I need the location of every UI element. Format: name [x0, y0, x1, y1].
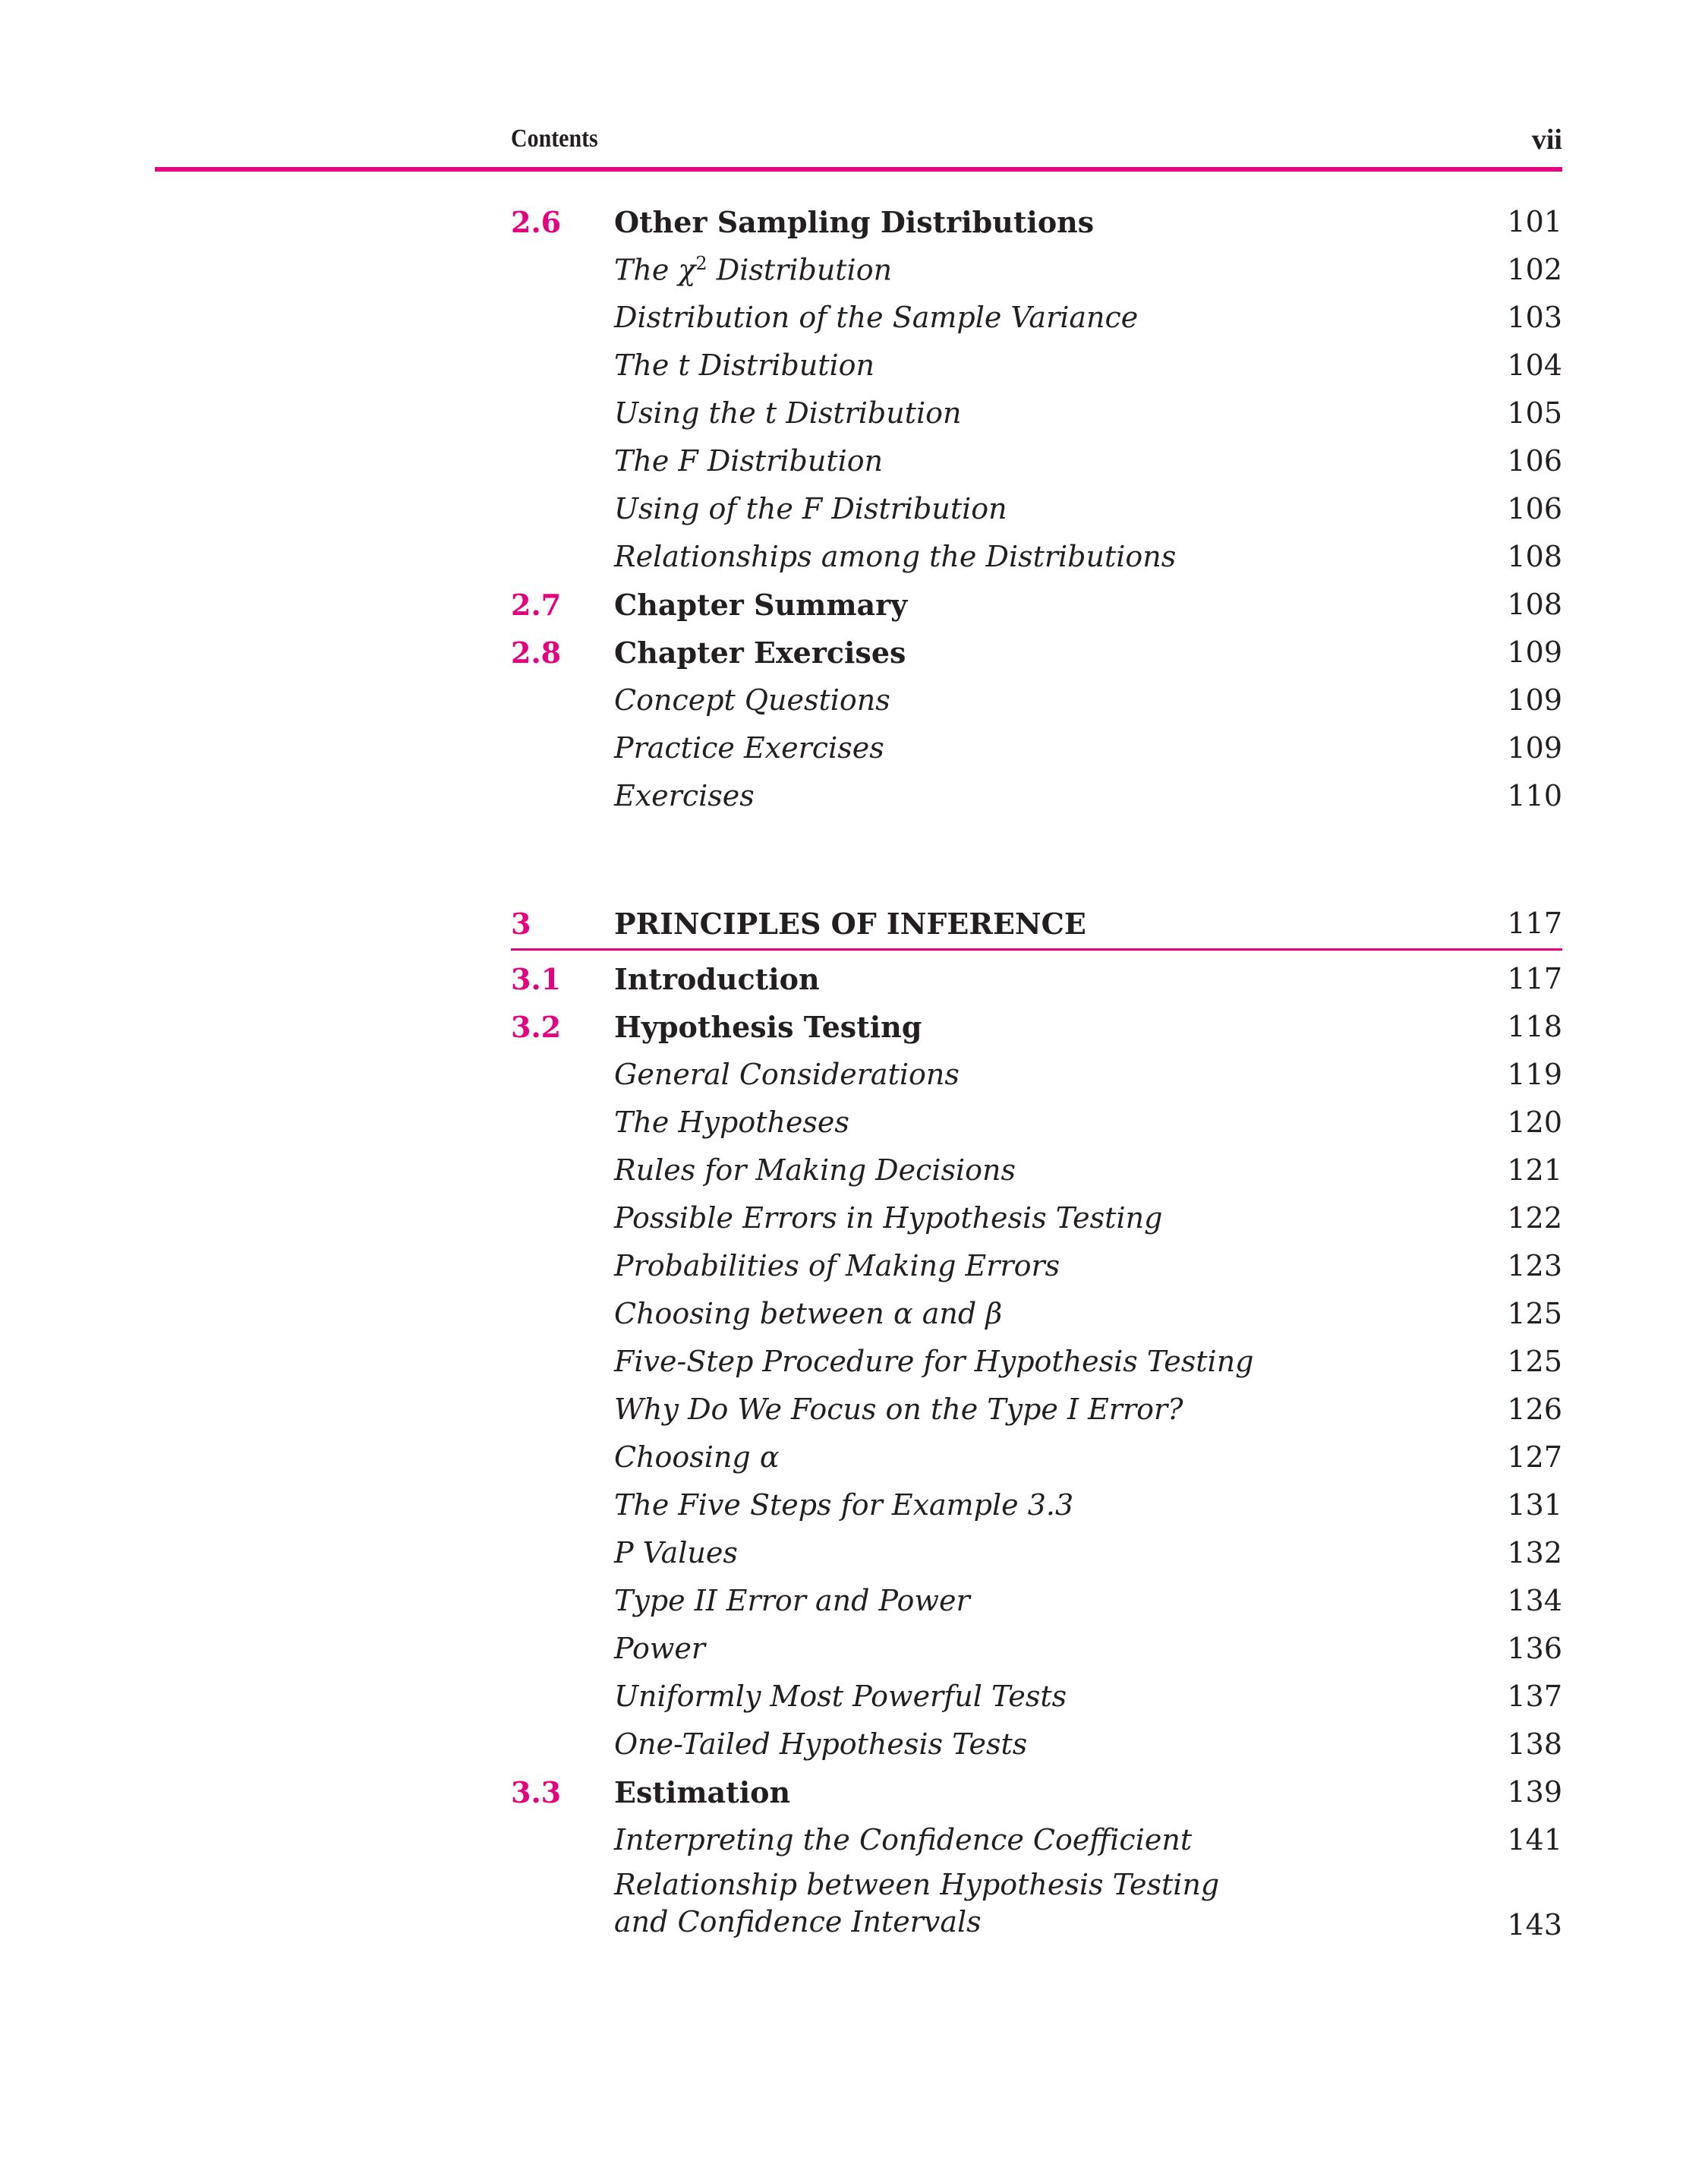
toc-subsection-row[interactable] [511, 534, 1562, 582]
toc-subsection-row[interactable] [511, 1099, 1562, 1147]
page-number: 109 [1507, 636, 1562, 669]
subsection-title: Practice Exercises [614, 731, 884, 765]
toc-section-row[interactable] [511, 1004, 1562, 1052]
toc-subsection-row[interactable] [511, 1291, 1562, 1339]
subsection-title: General Considerations [614, 1058, 960, 1091]
title-part: The χ [614, 253, 696, 287]
toc-section-row[interactable] [511, 199, 1562, 247]
page-number: 126 [1507, 1393, 1562, 1426]
subsection-title: Concept Questions [614, 683, 890, 717]
toc-subsection-row[interactable] [511, 677, 1562, 725]
toc-subsection-row[interactable] [511, 486, 1562, 534]
toc-subsection-row[interactable] [511, 1530, 1562, 1578]
section-title: Hypothesis Testing [614, 1010, 922, 1044]
page-number: 110 [1507, 779, 1562, 812]
subsection-title: Choosing α [614, 1440, 780, 1474]
page-number: 141 [1507, 1823, 1562, 1856]
subsection-title: Possible Errors in Hypothesis Testing [614, 1201, 1163, 1235]
chapter-heading-row[interactable] [511, 901, 1562, 951]
toc-last-entry [511, 1865, 1562, 1941]
subsection-title: Power [614, 1632, 706, 1665]
page-number: 108 [1507, 540, 1562, 573]
toc-chapter-3-heading [511, 901, 1562, 951]
page-number: 123 [1507, 1249, 1562, 1282]
toc-subsection-row[interactable] [511, 342, 1562, 390]
subsection-title: Probabilities of Making Errors [614, 1249, 1060, 1282]
subsection-title: Using the t Distribution [614, 396, 962, 430]
section-number: 3.1 [511, 962, 562, 996]
page-number: 122 [1507, 1201, 1562, 1235]
subsection-title: The Hypotheses [614, 1106, 849, 1139]
subsection-title: One-Tailed Hypothesis Tests [614, 1727, 1028, 1761]
toc-section-row[interactable] [511, 956, 1562, 1004]
page-number: 101 [1507, 205, 1562, 238]
toc-section-row[interactable] [511, 1769, 1562, 1817]
page-number: 103 [1507, 301, 1562, 334]
toc-subsection-row[interactable] [511, 438, 1562, 486]
toc-subsection-row[interactable] [511, 1195, 1562, 1243]
subsection-title [614, 253, 892, 287]
toc-entry[interactable] [511, 1865, 1562, 1941]
section-number: 2.8 [511, 636, 562, 670]
page-number: 108 [1507, 588, 1562, 621]
subsection-title: The Five Steps for Example 3.3 [614, 1488, 1074, 1522]
page-number: 125 [1507, 1297, 1562, 1330]
page-number: 105 [1507, 396, 1562, 430]
subsection-title: Five-Step Procedure for Hypothesis Testing [614, 1345, 1254, 1378]
toc-subsection-row[interactable] [511, 1339, 1562, 1386]
chapter-number: 3 [511, 907, 531, 941]
page-number: 125 [1507, 1345, 1562, 1378]
page-number: 131 [1507, 1488, 1562, 1522]
page-number: 117 [1507, 962, 1562, 995]
subsection-title: Choosing between α and β [614, 1297, 1003, 1330]
subsection-title: Why Do We Focus on the Type I Error? [614, 1393, 1183, 1426]
running-header [511, 121, 1562, 164]
toc-subsection-row[interactable] [511, 1673, 1562, 1721]
subsection-title: Using of the F Distribution [614, 492, 1007, 525]
subsection-title: Relationships among the Distributions [614, 540, 1177, 573]
subsection-title: Interpreting the Confidence Coefficient [614, 1823, 1193, 1856]
page-number: 134 [1507, 1584, 1562, 1617]
subsection-title: The F Distribution [614, 444, 884, 478]
page-number: 109 [1507, 731, 1562, 765]
toc-section-row[interactable] [511, 629, 1562, 677]
subsection-title: The t Distribution [614, 349, 875, 382]
toc-subsection-row[interactable] [511, 1578, 1562, 1626]
section-title: Chapter Exercises [614, 636, 906, 670]
toc-subsection-row[interactable] [511, 1721, 1562, 1769]
toc-subsection-row[interactable] [511, 1052, 1562, 1099]
toc-entry-title [614, 1866, 1219, 1941]
subsection-title: Distribution of the Sample Variance [614, 301, 1139, 334]
page-number: 136 [1507, 1632, 1562, 1665]
page-number: 127 [1507, 1440, 1562, 1474]
page-number: 102 [1507, 253, 1562, 286]
toc-subsection-row[interactable] [511, 247, 1562, 295]
toc-subsection-row[interactable] [511, 1386, 1562, 1434]
page-number: 119 [1507, 1058, 1562, 1091]
page-number: 138 [1507, 1727, 1562, 1761]
page-number: 132 [1507, 1536, 1562, 1569]
toc-subsection-row[interactable] [511, 1817, 1562, 1865]
toc-entry-page-number: 143 [1507, 1908, 1562, 1942]
subsection-title: Uniformly Most Powerful Tests [614, 1680, 1067, 1713]
toc-subsection-row[interactable] [511, 1626, 1562, 1673]
toc-subsection-row[interactable] [511, 725, 1562, 773]
subsection-title: Exercises [614, 779, 755, 812]
page-number: 104 [1507, 349, 1562, 382]
toc-block-chapter-2 [511, 199, 1562, 821]
toc-subsection-row[interactable] [511, 1482, 1562, 1530]
running-header-page-number: vii [1531, 124, 1562, 156]
running-header-title: Contents [511, 125, 598, 153]
subsection-title: Type II Error and Power [614, 1584, 970, 1617]
section-title: Estimation [614, 1775, 791, 1809]
page-number: 139 [1507, 1775, 1562, 1809]
section-number: 3.3 [511, 1775, 562, 1809]
page-number: 109 [1507, 683, 1562, 717]
section-title: Chapter Summary [614, 588, 908, 622]
section-number: 3.2 [511, 1010, 562, 1044]
chapter-page-number: 117 [1507, 907, 1562, 940]
page-number: 120 [1507, 1106, 1562, 1139]
toc-subsection-row[interactable] [511, 295, 1562, 342]
section-title: Introduction [614, 962, 820, 996]
toc-subsection-row[interactable] [511, 1147, 1562, 1195]
toc-entry-title-line1: Relationship between Hypothesis Testing [614, 1868, 1220, 1901]
toc-subsection-row[interactable] [511, 1243, 1562, 1291]
chapter-rule [511, 948, 1562, 951]
toc-block-chapter-3 [511, 956, 1562, 1865]
title-part: Distribution [707, 253, 893, 287]
section-number: 2.7 [511, 588, 562, 622]
header-rule [155, 167, 1562, 172]
page-number: 106 [1507, 444, 1562, 478]
toc-section-row[interactable] [511, 582, 1562, 629]
subsection-title: Rules for Making Decisions [614, 1153, 1016, 1187]
superscript: 2 [695, 253, 707, 274]
toc-entry-title-line2: and Confidence Intervals [614, 1905, 982, 1938]
page-number: 137 [1507, 1680, 1562, 1713]
toc-subsection-row[interactable] [511, 1434, 1562, 1482]
section-number: 2.6 [511, 205, 562, 239]
page-number: 118 [1507, 1010, 1562, 1043]
section-title: Other Sampling Distributions [614, 205, 1095, 239]
page-number: 121 [1507, 1153, 1562, 1187]
subsection-title: P Values [614, 1536, 738, 1569]
toc-subsection-row[interactable] [511, 773, 1562, 821]
toc-subsection-row[interactable] [511, 390, 1562, 438]
page-number: 106 [1507, 492, 1562, 525]
chapter-title: PRINCIPLES OF INFERENCE [614, 907, 1086, 941]
